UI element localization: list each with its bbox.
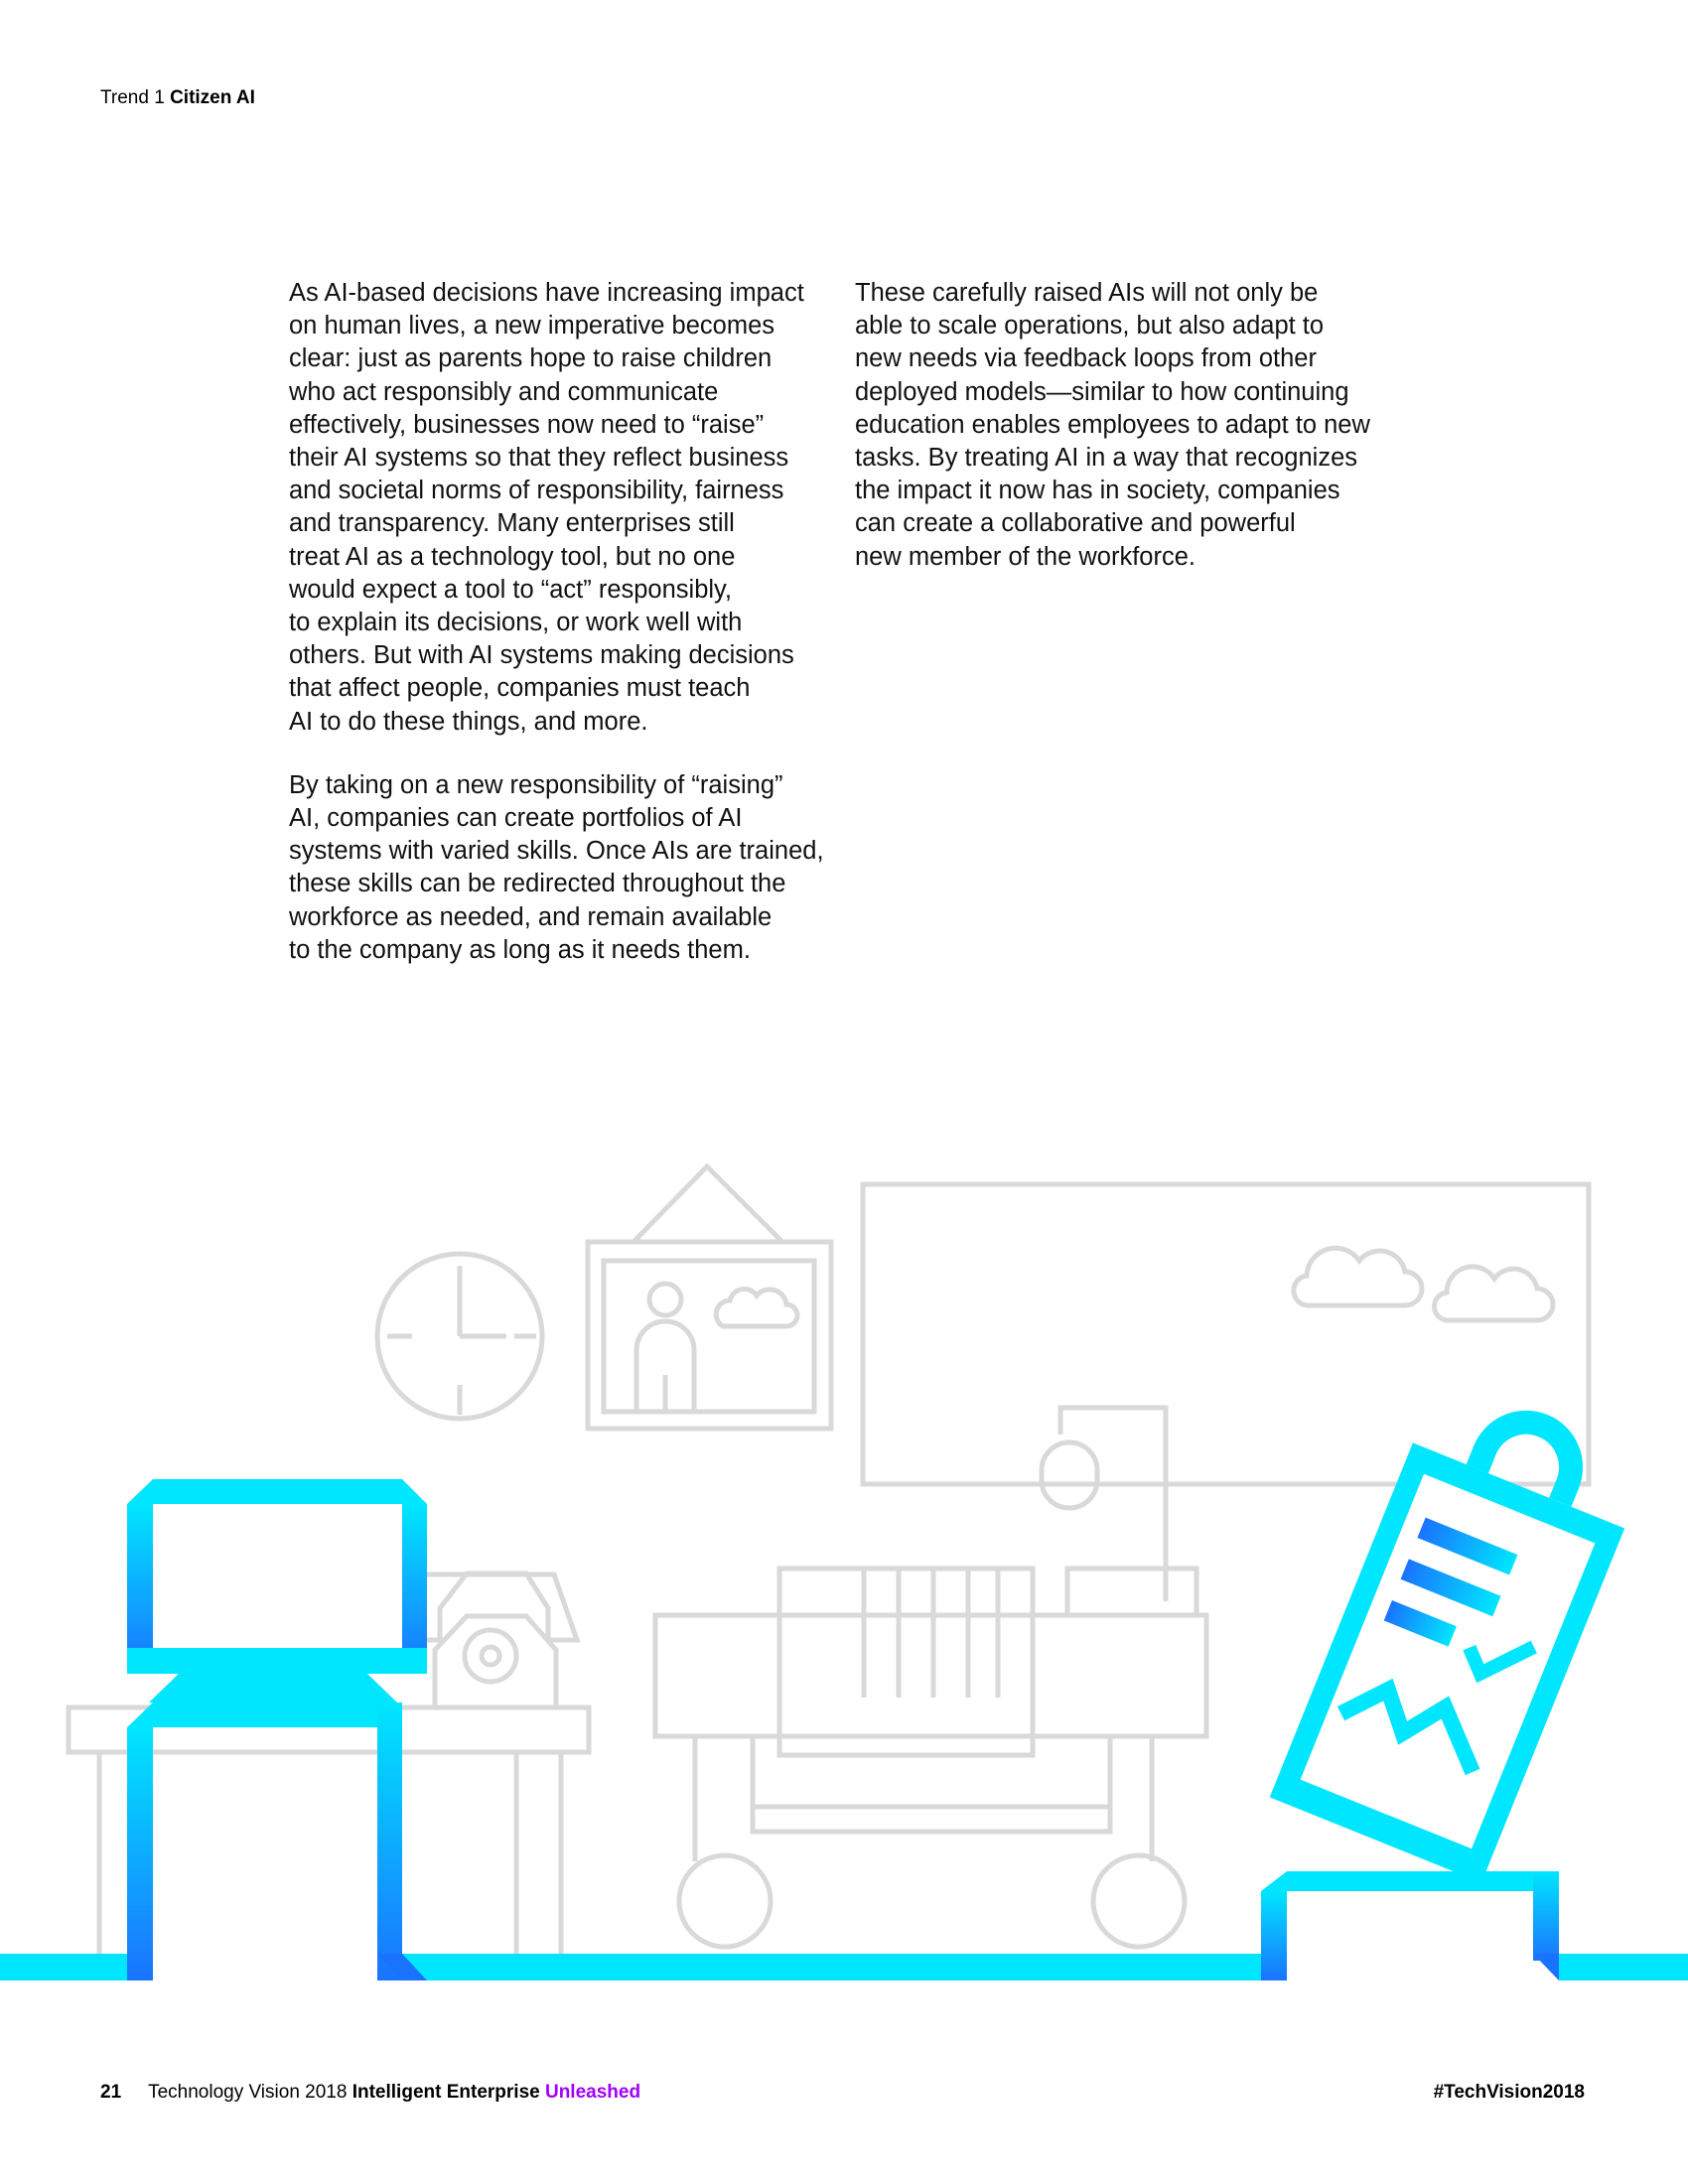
section-title: Citizen AI: [170, 87, 255, 108]
clock-icon: [377, 1254, 542, 1419]
clipboard-icon: [1270, 1383, 1649, 1882]
publication-subtitle: Intelligent Enterprise: [352, 2082, 540, 2103]
text-line: on human lives, a new imperative becomes: [289, 312, 774, 341]
text-line: new needs via feedback loops from other: [855, 344, 1317, 373]
hashtag: #TechVision2018: [1433, 2082, 1585, 2103]
body-paragraph: [289, 769, 845, 967]
telephone-icon: [415, 1573, 577, 1707]
text-line: their AI systems so that they reflect business: [289, 444, 789, 473]
text-line: can create a collaborative and powerful: [855, 509, 1296, 538]
text-line: able to scale operations, but also adapt to: [855, 312, 1325, 341]
text-line: effectively, businesses now need to “raise”: [289, 410, 765, 439]
text-line: As AI-based decisions have increasing impact: [289, 279, 804, 307]
text-line: others. But with AI systems making decisions: [289, 641, 794, 670]
running-header: [100, 85, 255, 111]
floor-ribbon: [0, 1871, 1688, 1980]
framed-portrait-icon: [588, 1166, 831, 1429]
text-line: and societal norms of responsibility, fairness: [289, 477, 784, 505]
text-line: clear: just as parents hope to raise children: [289, 344, 773, 373]
text-line: workforce as needed, and remain available: [289, 902, 773, 931]
page-number: 21: [100, 2082, 122, 2103]
text-line: the impact it now has in society, companies: [855, 477, 1340, 505]
text-line: would expect a tool to “act” responsibly,: [289, 575, 733, 604]
text-line: By taking on a new responsibility of “raising”: [289, 770, 783, 799]
text-line: tasks. By treating AI in a way that recognizes: [855, 444, 1358, 473]
monitor-icon: [127, 1479, 427, 1980]
publication-accent: Unleashed: [544, 2082, 641, 2103]
mouse-icon: [1042, 1408, 1166, 1601]
text-line: deployed models—similar to how continuing: [855, 377, 1349, 406]
right-column: [855, 277, 1411, 574]
text-line: to explain its decisions, or work well with: [289, 609, 743, 637]
text-line: AI to do these things, and more.: [289, 707, 648, 736]
page-footer: [100, 2080, 640, 2106]
text-line: and transparency. Many enterprises still: [289, 509, 735, 538]
office-illustration: [0, 1142, 1688, 2005]
text-line: to the company as long as it needs them.: [289, 935, 751, 964]
text-line: education enables employees to adapt to new: [855, 410, 1370, 439]
body-paragraph: [855, 277, 1411, 574]
left-column: [289, 277, 845, 967]
trend-label: Trend 1: [100, 87, 165, 108]
text-line: systems with varied skills. Once AIs are trained,: [289, 837, 824, 866]
body-paragraph: [289, 277, 845, 739]
text-line: these skills can be redirected throughout the: [289, 870, 786, 898]
text-line: new member of the workforce.: [855, 542, 1196, 571]
text-line: These carefully raised AIs will not only be: [855, 279, 1319, 307]
publication-name: Technology Vision 2018: [148, 2082, 348, 2103]
paragraph-gap: [289, 739, 845, 769]
text-line: AI, companies can create portfolios of AI: [289, 804, 743, 833]
text-line: who act responsibly and communicate: [289, 377, 719, 406]
text-line: that affect people, companies must teach: [289, 674, 751, 703]
cart-icon: [655, 1569, 1206, 1947]
text-line: treat AI as a technology tool, but no one: [289, 542, 736, 571]
